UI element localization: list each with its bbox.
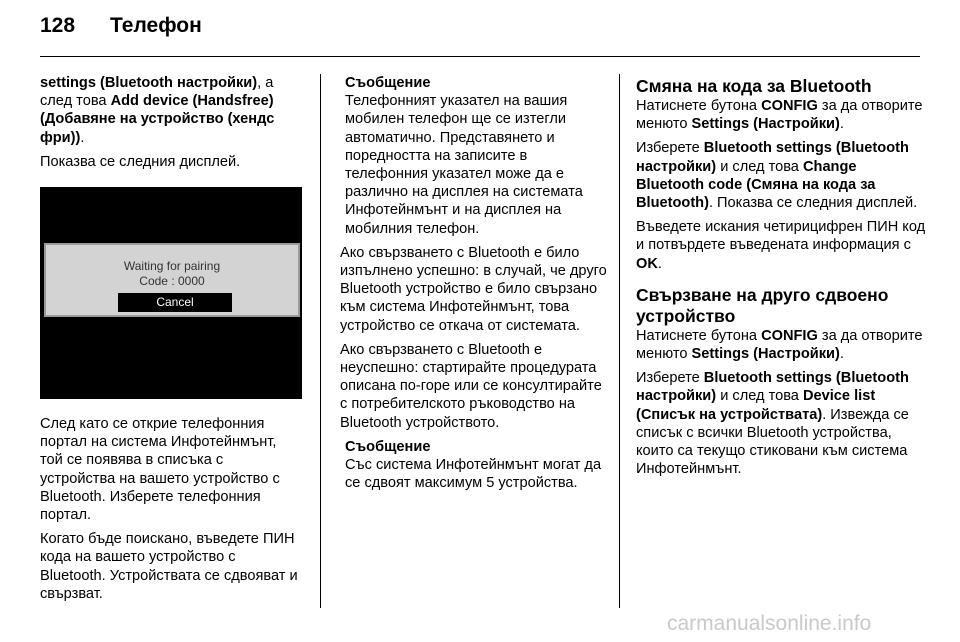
pairing-code-text: Code : 0000 (139, 274, 205, 289)
page-header (40, 14, 202, 38)
paragraph-failure: Ако свързването с Bluetooth е неуспешно: стартирайте процедурата описана по-горе или се консултирайте с потребителското ръководство на Bluetooth устройството. (340, 341, 602, 431)
watermark: carmanualsonline.info (667, 612, 872, 635)
pairing-screen-image (40, 187, 302, 399)
display-note: Показва се следния дисплей. (40, 153, 241, 170)
paragraph-success: Ако свързването с Bluetooth е било изпълнено успешно: в случай, че друго Bluetooth устройство е било свързано към система Инфотейнмънт, това устройство се откача от системата. (340, 244, 607, 334)
paragraph-after-display: След като се открие телефонния портал на система Инфотейнмънт, той се появява в списъка с устройства на вашето устройство с Bluetooth. Изберете телефонния портал. (40, 416, 280, 524)
note-text: Телефонният указател на вашия мобилен телефон ще се изтегли автоматично. Представянето и поредността на записите в телефонния указател може да е различно на дисплея на системата Инфотейнмънт и на дисплея на мобилния телефон. (345, 93, 583, 237)
page-title: Телефон (110, 14, 202, 37)
step-open-settings: Натиснете бутона CONFIG за да отворите менюто Settings (Настройки). (636, 98, 923, 133)
section-heading-connect-device: Свързване на друго сдвоено устройство (636, 284, 889, 326)
column-divider (320, 74, 321, 608)
intro-paragraph: settings (Bluetooth настройки), а след това Add device (Handsfree) (Добавяне на устройство (хендс фри)). (40, 75, 275, 146)
column-middle (340, 74, 608, 498)
note-text: Със система Инфотейнмънт могат да се сдвоят максимум 5 устройства. (345, 457, 602, 492)
column-right (636, 74, 926, 484)
step-select-change-code: Изберете Bluetooth settings (Bluetooth настройки) и след това Change Bluetooth code (Смяна на кода за Bluetooth). Показва се следния дисплей. (636, 140, 918, 212)
column-left (40, 74, 302, 609)
note-phonebook (340, 74, 608, 238)
note-title: Съобщение (345, 75, 431, 91)
step-device-list: Изберете Bluetooth settings (Bluetooth настройки) и след това Device list (Списък на устройствата). Извежда се списък с всички Bluetooth устройства, които са текущо стиковани към система Инфотейнмънт. (636, 370, 909, 478)
cancel-button[interactable]: Cancel (118, 293, 232, 312)
column-divider (619, 74, 620, 608)
note-title: Съобщение (345, 438, 431, 455)
note-max-devices (340, 438, 608, 493)
header-rule (40, 56, 920, 57)
page-number: 128 (40, 14, 76, 37)
step-enter-pin: Въведете искания четирицифрен ПИН код и потвърдете въведената информация с OK. (636, 219, 926, 272)
step-open-settings-2: Натиснете бутона CONFIG за да отворите менюто Settings (Настройки). (636, 327, 923, 363)
pairing-dialog (44, 243, 300, 317)
paragraph-pin: Когато бъде поискано, въведете ПИН кода на вашето устройство с Bluetooth. Устройствата се сдвояват и свързват. (40, 531, 298, 602)
section-heading-change-code: Смяна на кода за Bluetooth (636, 76, 872, 96)
pairing-status-text: Waiting for pairing (123, 259, 221, 274)
